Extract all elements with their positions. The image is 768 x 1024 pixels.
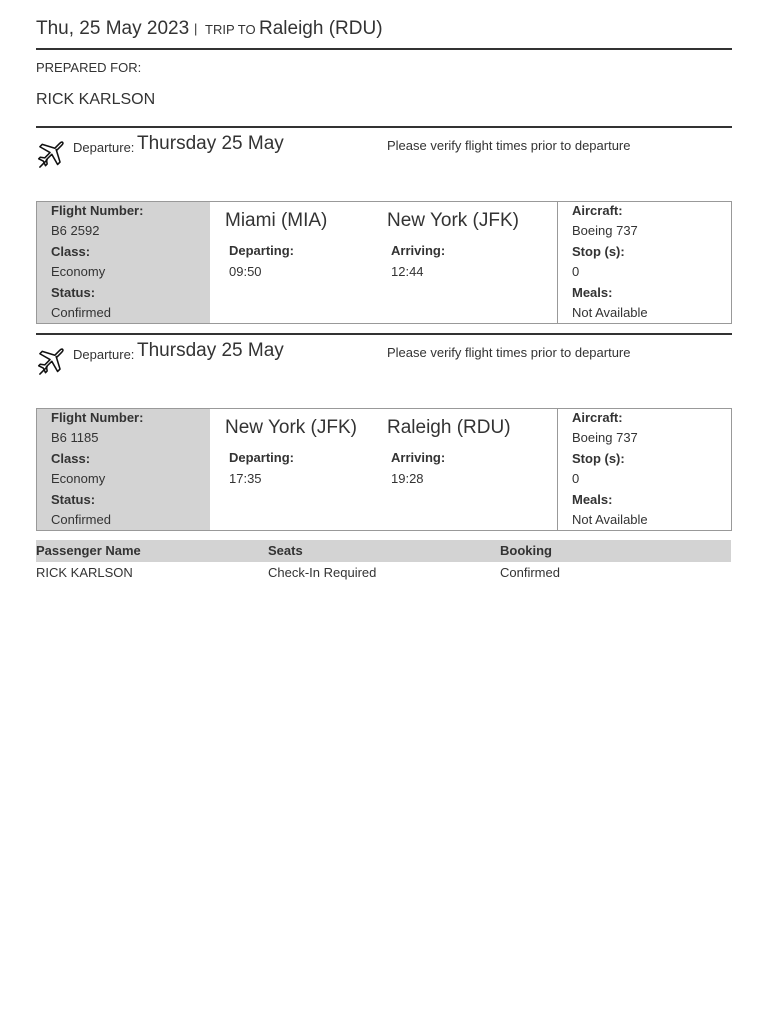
section-divider [36,333,732,335]
stops-value: 0 [572,264,580,279]
column-header-passenger-name: Passenger Name [36,543,141,558]
departure-label: Departure: [73,347,135,362]
departing-label: Departing: [229,450,294,465]
arriving-time: 12:44 [391,264,424,279]
meals-label: Meals: [572,492,613,507]
origin-city: New York (JFK) [225,417,357,438]
flight-number-label: Flight Number: [51,410,144,425]
flight-number-label: Flight Number: [51,203,144,218]
class-value: Economy [51,264,106,279]
aircraft-value: Boeing 737 [572,430,638,445]
booking-cell: Confirmed [500,565,560,580]
flight-details-box [36,408,732,531]
status-label: Status: [51,492,96,507]
trip-destination: Raleigh (RDU) [259,18,383,39]
trip-to-label: TRIP TO [205,22,256,37]
airplane-icon [36,139,67,170]
trip-header [36,16,732,50]
class-label: Class: [51,244,91,259]
status-label: Status: [51,285,96,300]
class-value: Economy [51,471,106,486]
departing-label: Departing: [229,243,294,258]
passenger-table-header [36,540,731,562]
flight-info-column [37,409,210,530]
departure-date: Thursday 25 May [137,340,284,361]
aircraft-label: Aircraft: [572,203,623,218]
meals-value: Not Available [572,512,648,527]
aircraft-label: Aircraft: [572,410,623,425]
departing-time: 17:35 [229,471,262,486]
trip-separator: | [194,21,198,36]
passenger-name-cell: RICK KARLSON [36,565,133,580]
destination-city: Raleigh (RDU) [387,417,511,438]
departure-label: Departure: [73,140,135,155]
verify-note: Please verify flight times prior to departure [387,138,631,153]
flight-number: B6 1185 [51,430,99,445]
stops-label: Stop (s): [572,244,625,259]
status-value: Confirmed [51,512,111,527]
meals-value: Not Available [572,305,648,320]
arriving-label: Arriving: [391,450,446,465]
class-label: Class: [51,451,91,466]
departing-time: 09:50 [229,264,262,279]
aircraft-info-column [557,409,732,530]
aircraft-value: Boeing 737 [572,223,638,238]
aircraft-info-column [557,202,732,323]
flight-details-box [36,201,732,324]
arriving-time: 19:28 [391,471,424,486]
column-header-seats: Seats [268,543,303,558]
airplane-icon [36,346,67,377]
verify-note: Please verify flight times prior to departure [387,345,631,360]
flight-info-column [37,202,210,323]
departure-date: Thursday 25 May [137,133,284,154]
stops-label: Stop (s): [572,451,625,466]
column-header-booking: Booking [500,543,552,558]
trip-date: Thu, 25 May 2023 [36,18,190,39]
stops-value: 0 [572,471,580,486]
origin-city: Miami (MIA) [225,210,328,231]
section-divider [36,126,732,128]
prepared-for-name: RICK KARLSON [36,91,156,108]
arriving-label: Arriving: [391,243,446,258]
flight-number: B6 2592 [51,223,100,238]
seats-cell: Check-In Required [268,565,377,580]
destination-city: New York (JFK) [387,210,519,231]
meals-label: Meals: [572,285,613,300]
prepared-for-label: PREPARED FOR: [36,60,142,75]
status-value: Confirmed [51,305,111,320]
